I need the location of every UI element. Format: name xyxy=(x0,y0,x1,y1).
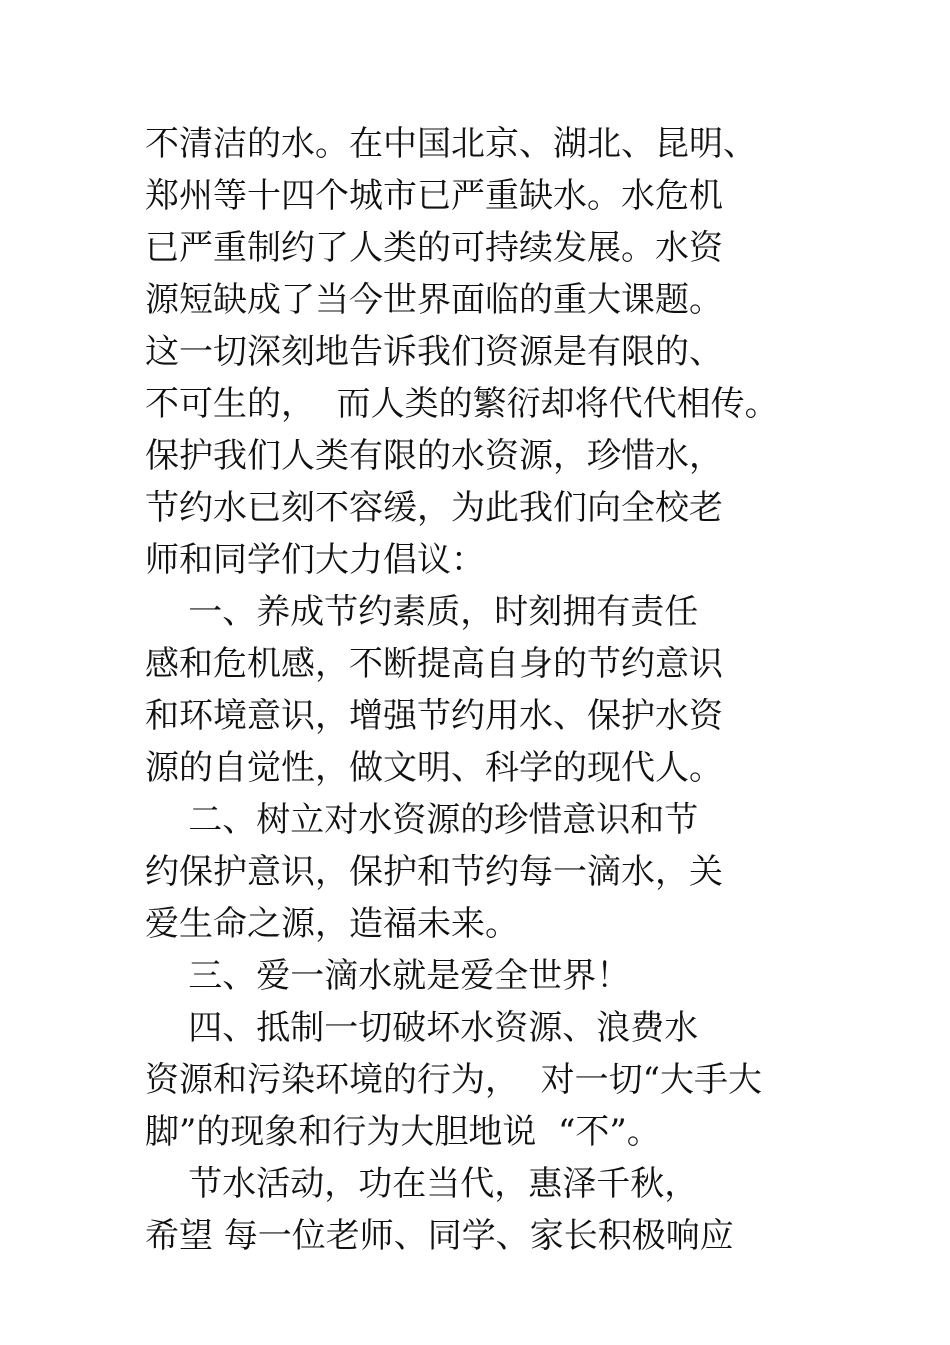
text-line: 不清洁的水。在中国北京、湖北、昆明、 xyxy=(145,124,757,164)
text-line: 感和危机感，不断提高自身的节约意识 xyxy=(145,644,723,684)
text-line: 约保护意识，保护和节约每一滴水，关 xyxy=(145,852,723,892)
text-line: 郑州等十四个城市已严重缺水。水危机 xyxy=(145,176,723,216)
text-line: 四、抵制一切破坏水资源、浪费水 xyxy=(145,1008,699,1048)
text-line: 节约水已刻不容缓，为此我们向全校老 xyxy=(145,488,723,528)
text-line: 资源和污染环境的行为， 对一切“大手大 xyxy=(145,1060,762,1100)
text-line: 一、养成节约素质，时刻拥有责任 xyxy=(145,592,699,632)
text-line: 和环境意识，增强节约用水、保护水资 xyxy=(145,696,723,736)
text-line: 脚”的现象和行为大胆地说 “不”。 xyxy=(145,1112,661,1152)
text-line: 节水活动，功在当代，惠泽千秋， xyxy=(145,1164,699,1204)
body-text xyxy=(145,118,845,1262)
text-line: 这一切深刻地告诉我们资源是有限的、 xyxy=(145,332,723,372)
text-line: 保护我们人类有限的水资源，珍惜水， xyxy=(145,436,723,476)
text-line: 希望 每一位老师、同学、家长积极响应 xyxy=(145,1216,734,1256)
text-line: 二、树立对水资源的珍惜意识和节 xyxy=(145,800,699,840)
text-line: 已严重制约了人类的可持续发展。水资 xyxy=(145,228,723,268)
text-line: 源的自觉性，做文明、科学的现代人。 xyxy=(145,748,723,788)
text-line: 源短缺成了当今世界面临的重大课题。 xyxy=(145,280,723,320)
text-line: 爱生命之源，造福未来。 xyxy=(145,904,519,944)
text-line: 不可生的， 而人类的繁衍却将代代相传。 xyxy=(145,384,779,424)
text-line: 师和同学们大力倡议： xyxy=(145,540,485,580)
text-line: 三、爱一滴水就是爱全世界！ xyxy=(145,956,631,996)
